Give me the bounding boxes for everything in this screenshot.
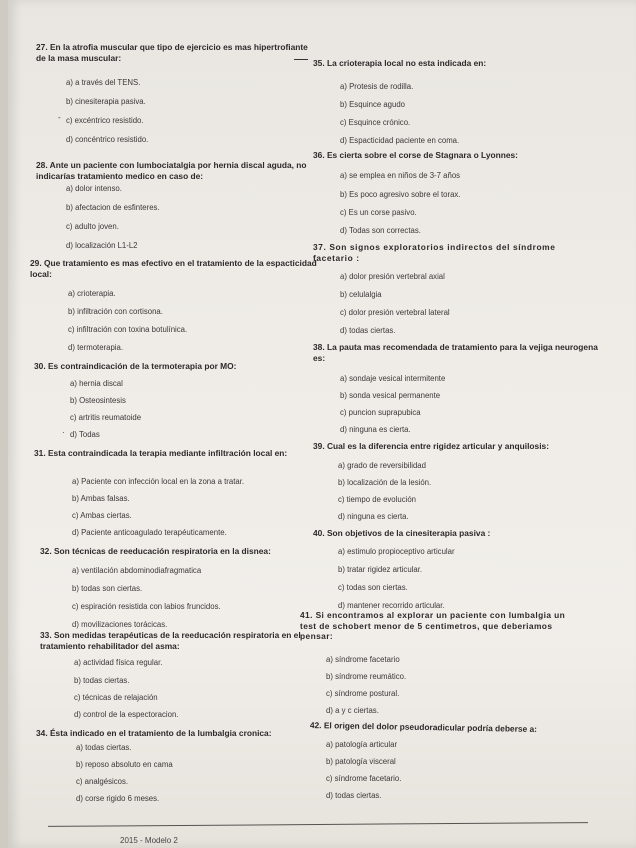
option: b) reposo absoluto en cama: [76, 760, 173, 769]
option: c) síndrome postural.: [326, 689, 400, 698]
option: d) Espacticidad paciente en coma.: [340, 136, 460, 145]
option: b) Osteosintesis: [70, 396, 126, 405]
answer-mark: [294, 59, 308, 60]
question-28: 28. Ante un paciente con lumbociatalgia por hernia discal aguda, no indicarías tratamiento medico en caso de:: [36, 160, 307, 181]
option: a) estimulo propioceptivo articular: [338, 547, 455, 556]
option: c) artritis reumatoide: [70, 413, 142, 422]
question-31: 31. Esta contraindicada la terapia mediante infiltración local en:: [34, 448, 288, 458]
option: d) Todas son correctas.: [340, 226, 421, 235]
option: b) Es poco agresivo sobre el torax.: [340, 190, 461, 199]
option: b) infiltración con cortisona.: [68, 307, 163, 316]
footer-divider: [48, 822, 588, 827]
option: d) Todas: [70, 430, 100, 439]
option: b) afectacion de esfinteres.: [66, 203, 160, 212]
exam-page: [8, 0, 636, 848]
option: c) dolor presión vertebral lateral: [340, 308, 450, 317]
option: a) a través del TENS.: [66, 78, 141, 87]
option: d) a y c ciertas.: [326, 706, 379, 715]
footer-text: 2015 - Modelo 2: [120, 836, 178, 845]
question-38: 38. La pauta mas recomendada de tratamiento para la vejiga neurogena es:: [313, 342, 598, 363]
option: a) dolor presión vertebral axial: [340, 272, 445, 281]
option: c) tiempo de evolución: [338, 495, 417, 504]
option: d) Paciente anticoagulado terapéuticamente.: [72, 528, 227, 537]
question-34: 34. Ésta indicado en el tratamiento de la lumbalgia cronica:: [36, 728, 272, 738]
option: c) adulto joven.: [66, 222, 119, 231]
question-40: 40. Son objetivos de la cinesiterapia pasiva :: [313, 528, 491, 538]
question-27: 27. En la atrofia muscular que tipo de ejercicio es mas hipertrofiante de la masa muscular:: [36, 42, 308, 63]
option: d) control de la espectoracion.: [74, 710, 179, 719]
answer-mark: -: [58, 113, 61, 122]
option: a) crioterapia.: [68, 289, 116, 298]
option: c) síndrome facetario.: [326, 774, 402, 783]
option: b) cinesiterapia pasiva.: [66, 97, 146, 106]
question-41: 41. Si encontramos al explorar un paciente con lumbalgia un test de schobert menor de 5 centimetros, que deberiamos pensar:: [300, 610, 566, 641]
option: b) todas ciertas.: [74, 676, 130, 685]
option: d) concéntrico resistido.: [66, 135, 149, 144]
option: c) espiración resistida con labios fruncidos.: [72, 602, 221, 611]
option: c) excéntrico resistido.: [66, 116, 144, 125]
option: a) Paciente con infección local en la zona a tratar.: [72, 477, 245, 486]
option: c) Ambas ciertas.: [72, 511, 132, 520]
option: a) hernia discal: [70, 379, 123, 388]
question-42: 42. El origen del dolor pseudoradicular podría deberse a:: [309, 720, 538, 734]
option: b) tratar rigidez articular.: [338, 565, 423, 574]
option: c) infiltración con toxina botulínica.: [68, 325, 188, 334]
option: a) patología articular: [326, 740, 398, 749]
option: b) patología visceral: [326, 757, 396, 766]
option: d) ninguna es cierta.: [338, 512, 409, 521]
question-32: 32. Son técnicas de reeducación respiratoria en la disnea:: [40, 546, 271, 556]
option: a) grado de reversibilidad: [338, 461, 426, 470]
option: b) síndrome reumático.: [326, 672, 407, 681]
option: c) técnicas de relajación: [74, 693, 158, 702]
option: a) sondaje vesical intermitente: [340, 374, 446, 383]
question-35: 35. La crioterapia local no esta indicada en:: [313, 58, 487, 68]
option: a) actividad física regular.: [74, 658, 163, 667]
option: c) todas son ciertas.: [338, 583, 408, 592]
question-37: 37. Son signos exploratorios indirectos del síndrome facetario :: [313, 242, 556, 263]
option: a) síndrome facetario: [326, 655, 400, 664]
option: c) Es un corse pasivo.: [340, 208, 417, 217]
option: a) todas ciertas.: [76, 743, 132, 752]
option: d) todas ciertas.: [326, 791, 382, 800]
option: b) Ambas falsas.: [72, 494, 130, 503]
option: b) todas son ciertas.: [72, 584, 143, 593]
option: d) todas ciertas.: [340, 326, 396, 335]
option: b) localización de la lesión.: [338, 478, 432, 487]
option: a) Protesis de rodilla.: [340, 82, 414, 91]
option: d) localización L1-L2: [66, 241, 138, 250]
question-33: 33. Son medidas terapéuticas de la reeducación respiratoria en el tratamiento rehabilitador del asma:: [40, 630, 301, 651]
option: d) ninguna es cierta.: [340, 425, 411, 434]
option: c) puncion suprapubica: [340, 408, 421, 417]
option: b) Esquince agudo: [340, 100, 406, 109]
option: a) se emplea en niños de 3-7 años: [340, 171, 461, 180]
option: a) ventilación abdominodiafragmatica: [72, 566, 202, 575]
option: a) dolor intenso.: [66, 184, 122, 193]
question-30: 30. Es contraindicación de la termoterapia por MO:: [34, 361, 237, 371]
option: b) sonda vesical permanente: [340, 391, 441, 400]
question-39: 39. Cual es la diferencia entre rigidez articular y anquilosis:: [313, 441, 549, 451]
option: d) termoterapia.: [68, 343, 124, 352]
option: d) movilizaciones torácicas.: [72, 620, 168, 629]
option: c) analgésicos.: [76, 777, 129, 786]
option: d) mantener recorrido articular.: [338, 601, 445, 610]
option: b) celulalgia: [340, 290, 382, 299]
question-36: 36. Es cierta sobre el corse de Stagnara o Lyonnes:: [313, 150, 518, 160]
option: d) corse rigido 6 meses.: [76, 794, 160, 803]
question-29: 29. Que tratamiento es mas efectivo en el tratamiento de la espacticidad local:: [30, 258, 317, 279]
answer-mark: ·: [62, 428, 65, 437]
option: c) Esquince crónico.: [340, 118, 411, 127]
